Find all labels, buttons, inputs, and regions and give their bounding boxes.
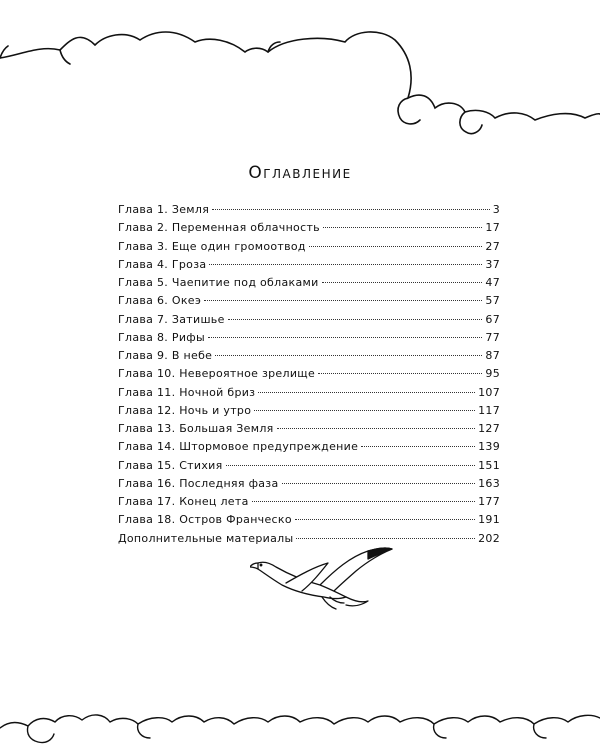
toc-entry-page: 139 [478, 440, 500, 454]
toc-entry-label: Глава 16. Последняя фаза [118, 476, 279, 490]
toc-entry-label: Глава 11. Ночной бриз [118, 385, 256, 399]
toc-entry-page: 37 [485, 257, 500, 271]
toc-entry-page: 107 [478, 385, 500, 399]
top-cloud-illustration [0, 0, 600, 160]
dot-leader [309, 246, 483, 247]
dot-leader [208, 337, 482, 338]
toc-entry [118, 513, 500, 531]
toc-entry-page: 163 [478, 476, 500, 490]
dot-leader [323, 227, 482, 228]
toc-entry-page: 17 [485, 221, 500, 235]
toc-entry-label: Глава 10. Невероятное зрелище [118, 367, 316, 381]
dot-leader [228, 319, 483, 320]
toc-entry-label: Глава 5. Чаепитие под облаками [118, 276, 319, 289]
toc-entry [118, 422, 500, 440]
toc-entry-label: Глава 18. Остров Франческо [118, 513, 292, 527]
toc-entry [118, 386, 500, 404]
toc-entry-label: Глава 6. Океэ [118, 294, 202, 308]
toc-entry-page: 177 [478, 495, 500, 508]
toc-entry [118, 294, 500, 312]
dot-leader [318, 373, 482, 374]
toc-entry-page: 151 [478, 458, 500, 472]
toc-entry [118, 331, 500, 349]
toc-entry-label: Глава 15. Стихия [118, 458, 223, 472]
toc-entry-label: Дополнительные материалы [118, 531, 294, 545]
toc-entry-label: Глава 7. Затишье [118, 312, 225, 326]
toc-entry-label: Глава 3. Еще один громоотвод [118, 239, 306, 253]
toc-entry-page: 77 [485, 330, 500, 344]
toc-entry [118, 367, 500, 385]
toc-entry-page: 67 [485, 312, 500, 326]
dot-leader [215, 355, 482, 356]
toc-entry [118, 495, 500, 513]
dot-leader [296, 538, 475, 539]
toc-entry [118, 477, 500, 495]
toc-entry [118, 240, 500, 258]
toc-entry-page: 47 [485, 276, 500, 289]
toc-entry-page: 95 [485, 367, 500, 381]
toc-entry-page: 202 [478, 531, 500, 545]
dot-leader [322, 282, 483, 283]
dot-leader [277, 428, 476, 429]
bottom-cloud-illustration [0, 680, 600, 750]
toc-entry-page: 57 [485, 294, 500, 308]
toc-entry [118, 203, 500, 221]
toc-entry-label: Глава 8. Рифы [118, 330, 205, 344]
dot-leader [212, 209, 490, 210]
toc-entry-page: 87 [485, 349, 500, 362]
toc-entry-label: Глава 1. Земля [118, 203, 210, 216]
dot-leader [282, 483, 476, 484]
page-title: Оглавление [248, 163, 352, 183]
toc-entry-page: 117 [478, 403, 500, 417]
table-of-contents [118, 203, 500, 550]
toc-entry [118, 221, 500, 239]
toc-entry-label: Глава 14. Штормовое предупреждение [118, 440, 359, 454]
toc-entry-label: Глава 17. Конец лета [118, 495, 249, 508]
toc-entry [118, 258, 500, 276]
toc-entry-label: Глава 9. В небе [118, 349, 213, 362]
toc-entry [118, 276, 500, 294]
toc-entry [118, 404, 500, 422]
toc-entry [118, 313, 500, 331]
toc-entry-page: 127 [478, 422, 500, 435]
toc-entry [118, 349, 500, 367]
seagull-illustration [250, 545, 395, 615]
toc-entry-page: 3 [492, 203, 500, 216]
toc-entry [118, 440, 500, 458]
dot-leader [226, 465, 476, 466]
dot-leader [204, 300, 482, 301]
dot-leader [254, 410, 475, 411]
dot-leader [295, 519, 475, 520]
toc-entry-page: 27 [485, 239, 500, 253]
toc-entry-label: Глава 4. Гроза [118, 257, 207, 271]
toc-entry-label: Глава 13. Большая Земля [118, 422, 274, 435]
toc-entry-label: Глава 12. Ночь и утро [118, 403, 252, 417]
dot-leader [361, 446, 475, 447]
dot-leader [258, 392, 475, 393]
toc-entry-label: Глава 2. Переменная облачность [118, 221, 320, 235]
dot-leader [209, 264, 482, 265]
dot-leader [252, 501, 475, 502]
toc-entry-page: 191 [478, 513, 500, 527]
toc-entry [118, 459, 500, 477]
